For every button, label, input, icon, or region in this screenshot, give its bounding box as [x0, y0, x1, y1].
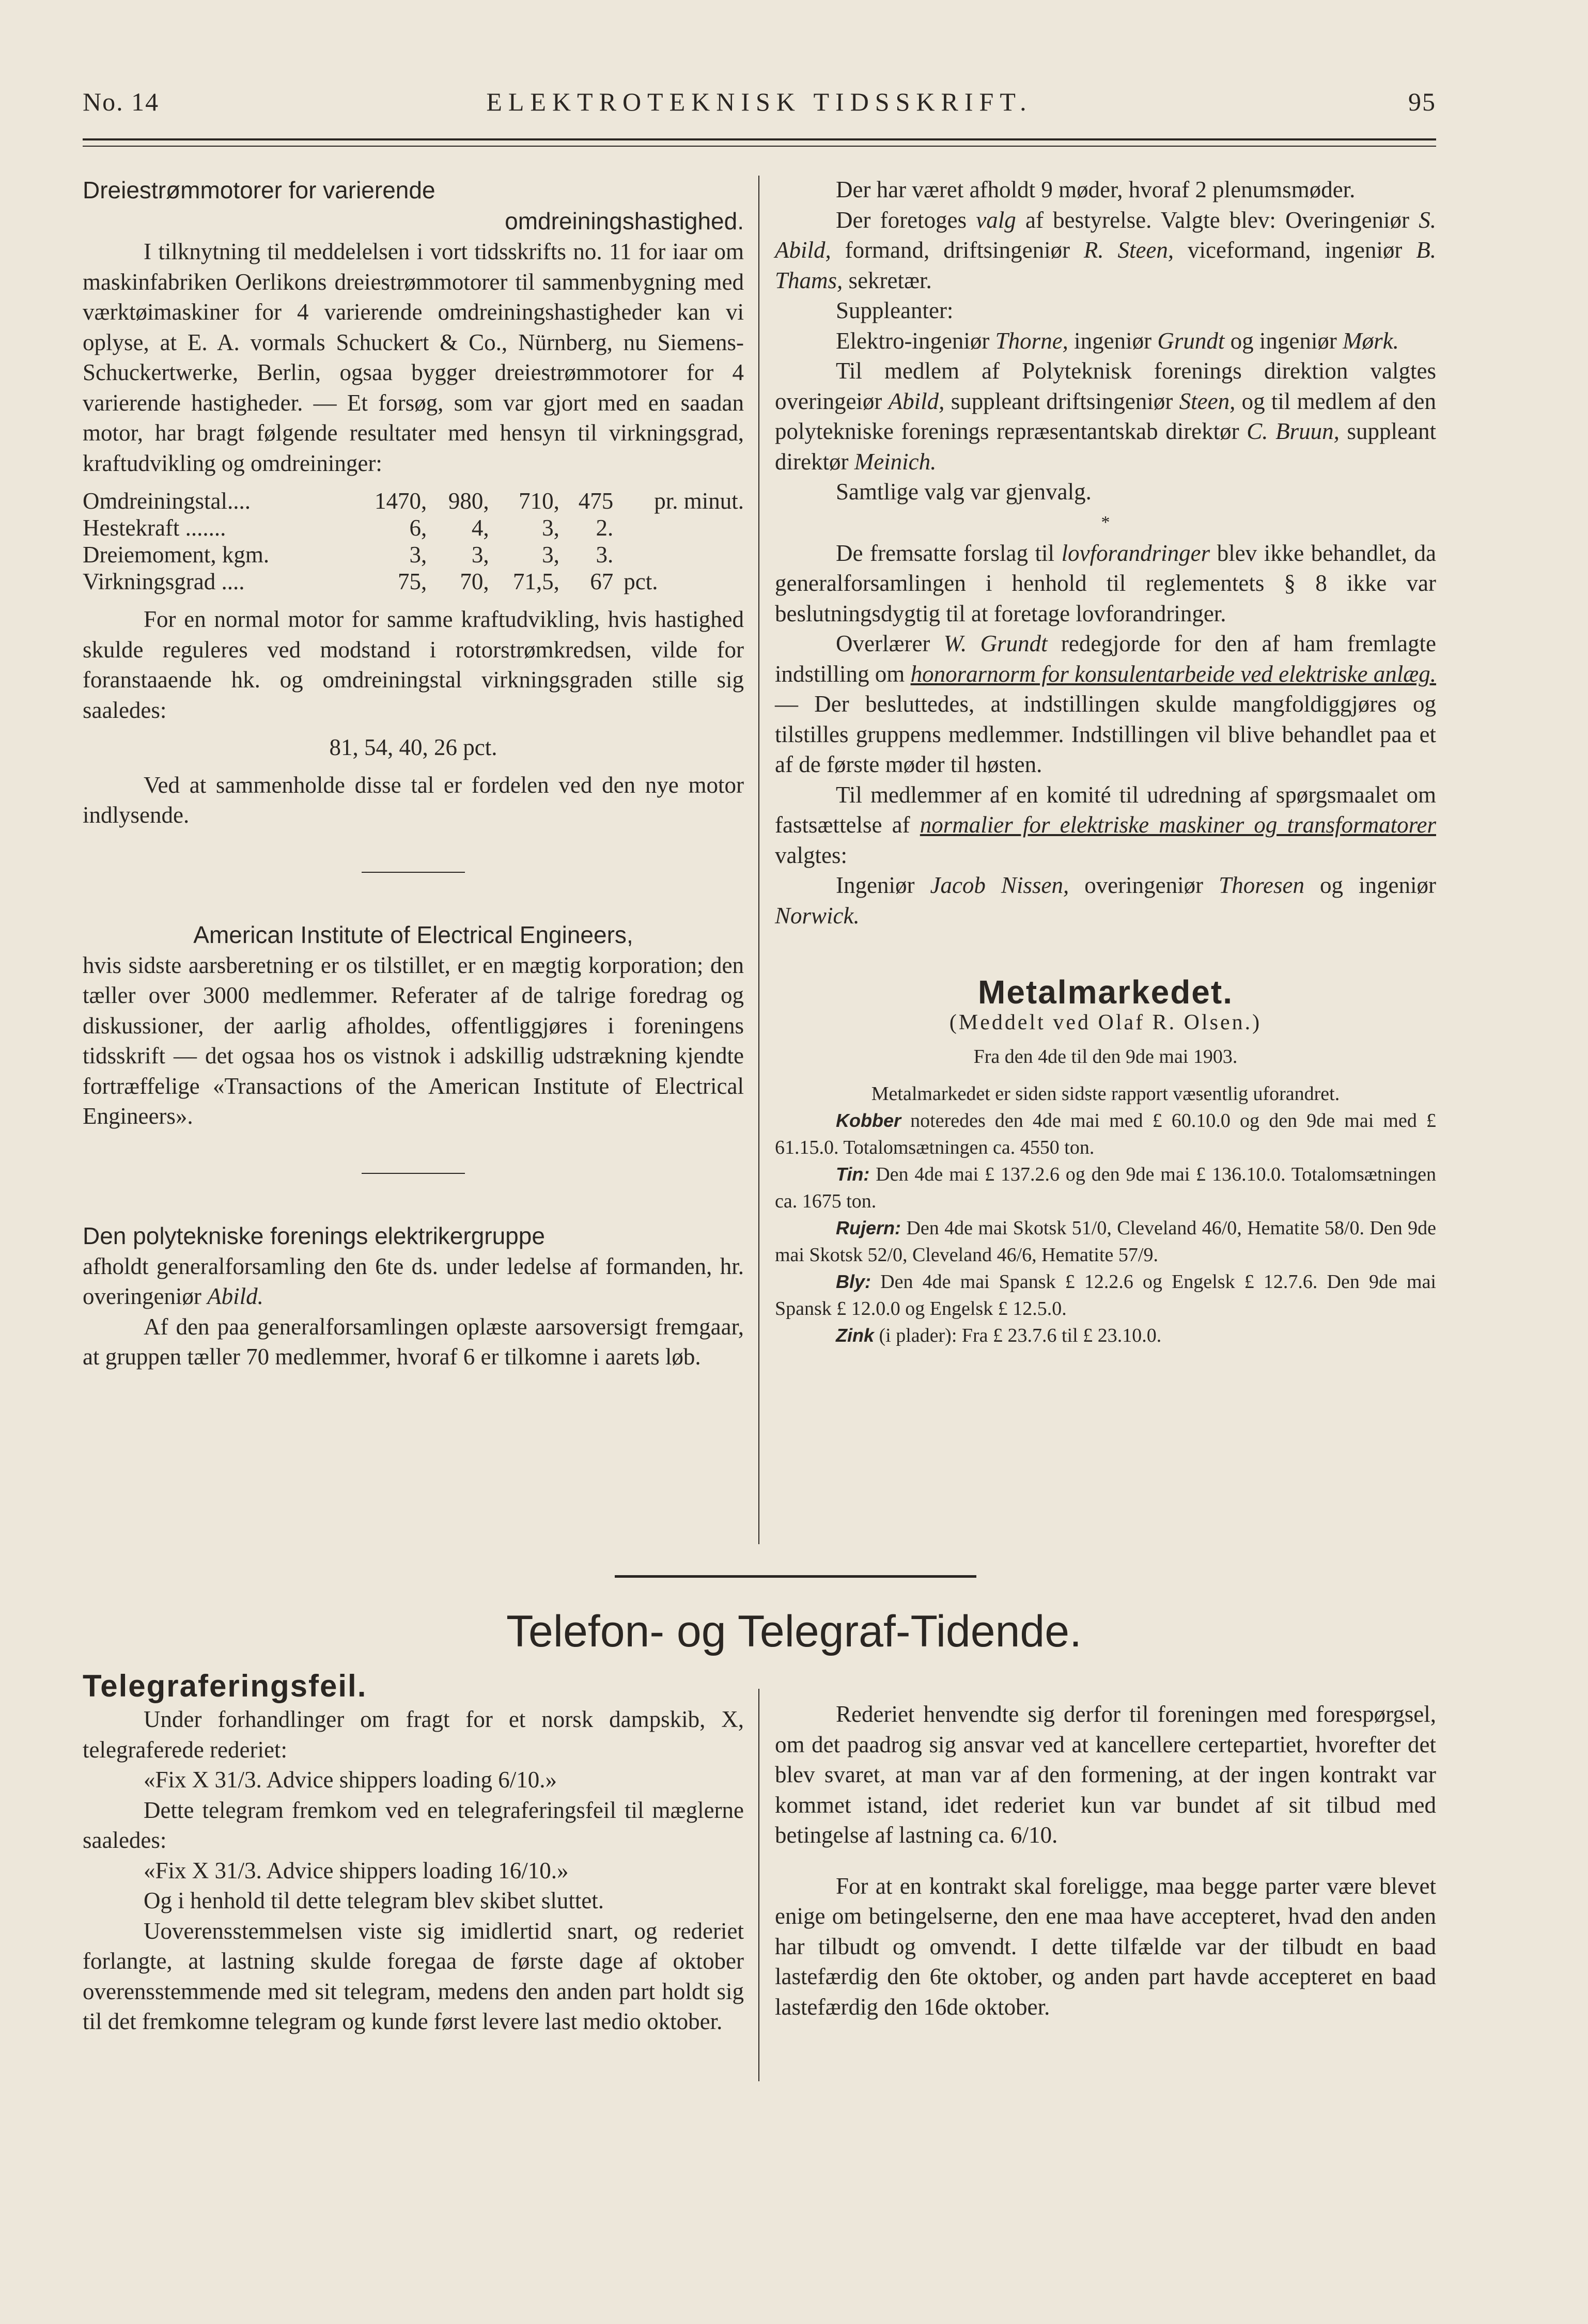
metal-keyword: Zink — [836, 1324, 875, 1346]
text-run: sekretær. — [843, 267, 932, 293]
table-cell: pr. minut. — [654, 488, 744, 514]
section-title: Telefon- og Telegraf-Tidende. — [506, 1607, 1082, 1656]
honorarnorm-paragraph — [775, 629, 1436, 780]
metal-keyword: Bly: — [836, 1270, 871, 1292]
column-divider-upper — [758, 176, 759, 1544]
text-run: af bestyrelse. Valgte blev: Overingeniør — [1016, 207, 1419, 233]
header-double-rule — [83, 138, 1436, 147]
metalmarkedet-subtitle: (Meddelt ved Olaf R. Olsen.) — [949, 1010, 1262, 1034]
journal-title: ELEKTROTEKNISK TIDSSKRIFT. — [486, 87, 1033, 116]
text-run: Ingeniør — [836, 872, 930, 898]
metal-rujern — [775, 1215, 1436, 1268]
person-name: Meinich. — [854, 448, 937, 475]
table-cell: 4, — [471, 515, 489, 541]
telegraf-paragraph-3: Og i henhold til dette telegram blev skibet sluttet. — [144, 1888, 604, 1913]
text-run: viceformand, ingeniør — [1174, 237, 1416, 263]
table-cell: 67 — [590, 569, 614, 594]
text-run: og ingeniør — [1224, 327, 1343, 354]
article-heading-aiee: American Institute of Electrical Engineers, — [193, 921, 633, 948]
person-name: R. Steen, — [1083, 237, 1174, 263]
text-run: noteredes den 4de mai med £ 60.10.0 og den 9de mai med £ 61.15.0. Totalomsætningen ca. 4550 ton. — [775, 1109, 1436, 1158]
table-cell: 2. — [596, 515, 614, 541]
table-cell: 3, — [542, 515, 559, 541]
text-run: valgtes: — [775, 842, 847, 868]
text-run: (i plader): Fra £ 23.7.6 til £ 23.10.0. — [874, 1324, 1162, 1346]
person-name: Jacob Nissen, — [930, 872, 1069, 898]
page-header — [83, 87, 1436, 123]
article-heading-elektrikergruppe: Den polytekniske forenings elektrikergruppe — [83, 1222, 545, 1249]
telegraferingsfeil-heading: Telegraferingsfeil. — [83, 1669, 367, 1703]
text-run: Den 4de mai Spansk £ 12.2.6 og Engelsk £ 12.7.6. Den 9de mai Spansk £ 12.0.0 og Engelsk £ 12.5.0. — [775, 1270, 1436, 1320]
table-row — [83, 488, 744, 514]
section-rule — [615, 1575, 976, 1578]
meetings-paragraph: Der har været afholdt 9 møder, hvoraf 2 plenumsmøder. — [836, 177, 1356, 202]
text-run: Til medlem af Polyteknisk forenings direktion valgtes overingeiør — [775, 358, 1436, 414]
metal-zink — [775, 1322, 1436, 1349]
lovforandringer-paragraph — [775, 538, 1436, 629]
table-cell: 710, — [519, 488, 559, 514]
text-run: ingeniør — [1068, 327, 1158, 354]
text-run: Overlærer — [836, 631, 944, 656]
suppleanter-paragraph — [775, 326, 1436, 356]
metal-tin — [775, 1161, 1436, 1215]
person-name: C. Bruun, — [1247, 418, 1340, 444]
text-run: honorarnorm for konsulentarbeide ved elektriske anlæg. — [910, 661, 1437, 687]
person-name: Norwick. — [775, 902, 860, 929]
motors-paragraph-2: For en normal motor for samme kraftudvikling, hvis hastighed skulde reguleres ved modstand i rotorstrømkredsen, vilde for foranstaaende hk. og omdreiningstal virkningsgraden stille sig saaledes: — [83, 606, 744, 723]
gjenvalg-paragraph: Samtlige valg var gjenvalg. — [836, 479, 1092, 505]
text-run: afholdt generalforsamling den 6te ds. under ledelse af formanden, hr. overingeniør — [83, 1253, 744, 1309]
bottom-left-column — [83, 1668, 744, 2037]
election-paragraph — [775, 205, 1436, 296]
direktion-paragraph — [775, 356, 1436, 477]
table-cell: 75, — [398, 569, 427, 594]
person-name: S. Abild, — [775, 207, 1436, 263]
table-cell: 71,5, — [512, 569, 559, 594]
table-cell: pct. — [624, 569, 658, 594]
table-row — [83, 541, 744, 568]
column-divider-lower — [758, 1689, 759, 2081]
metal-intro: Metalmarkedet er siden sidste rapport væsentlig uforandret. — [871, 1082, 1340, 1105]
text-run: normalier for elektriske maskiner og transformatorer — [920, 812, 1436, 838]
person-name: Mørk. — [1343, 327, 1399, 354]
section-separator — [362, 1173, 465, 1174]
text-run: og ingeniør — [1304, 872, 1436, 898]
person-name: Abild. — [207, 1283, 263, 1309]
table-row — [83, 568, 744, 595]
text-run: Elektro-ingeniør — [836, 327, 995, 354]
text-run: Der foretoges — [836, 207, 976, 233]
motors-paragraph-1: I tilknytning til meddelelsen i vort tidsskrifts no. 11 for iaar om maskinfabriken Oerlikons dreiestrømmotorer til sammenbygning med værktøimaskiner for 4 varierende omdreiningshastigheder kan vi oplyse, at E. A. vormals Schuckert & Co., Nürnberg, nu Siemens-Schuckertwerke, Berlin, ogsaa bygger dreiestrømmotorer for 4 varierende hastigheder. — Et forsøg, som var gjort med en saadan motor, har bragt følgende resultater med hensyn til virkningsgrad, kraftudvikling og omdreininger: — [83, 239, 744, 476]
table-row — [83, 514, 744, 541]
person-name: B. Thams, — [775, 237, 1436, 293]
metal-bly — [775, 1268, 1436, 1322]
telegraf-paragraph-4: Uoverensstemmelsen viste sig imidlertid snart, og rederiet forlangte, at lastning skulde foregaa de første dage af oktober overensstemmende med sit telegram, medens den anden part holdt sig til det fremkomne telegram og kunde først levere last medio oktober. — [83, 1918, 744, 2034]
aiee-paragraph: hvis sidste aarsberetning er os tilstillet, er en mægtig korporation; den tæller over 3000 medlemmer. Referater af de talrige foredrag og diskussioner, der aarlig afholdes, offentliggjøres i foreningens tidsskrift — det ogsaa hos os vistnok i adskillig udstrækning kjendte fortræffelige «Transactions of the American Institute of Electrical Engineers». — [83, 952, 744, 1129]
table-cell: 70, — [460, 569, 489, 594]
table-cell: Virkningsgrad .... — [83, 569, 245, 594]
table-cell: 980, — [448, 488, 489, 514]
komite-members-paragraph — [775, 870, 1436, 931]
motor-test-table — [83, 488, 744, 595]
text-run: valg — [976, 207, 1016, 233]
article-heading-motors-line1: Dreiestrømmotorer for varierende — [83, 177, 435, 203]
table-cell: 3, — [409, 542, 427, 568]
motors-paragraph-3: Ved at sammenholde disse tal er fordelen ved den nye motor indlysende. — [83, 772, 744, 828]
left-column — [83, 175, 744, 1372]
table-cell — [616, 541, 744, 568]
issue-number: No. 14 — [83, 87, 160, 116]
table-cell: 3. — [596, 542, 614, 568]
metal-keyword: Rujern: — [836, 1217, 901, 1238]
metalmarkedet-date: Fra den 4de til den 9de mai 1903. — [973, 1046, 1238, 1067]
table-cell — [616, 514, 744, 541]
table-cell: Omdreiningstal.... — [83, 488, 251, 514]
text-run: — Der besluttedes, at indstillingen skulde mangfoldiggjøres og tilstilles gruppens medlemmer. Indstillingen vil blive behandlet paa et af de første møder til høsten. — [775, 691, 1436, 777]
metalmarkedet-heading: Metalmarkedet. — [978, 973, 1233, 1011]
text-run: og til medlem af den polytekniske forenings repræsentantskab direktør — [775, 388, 1436, 444]
article-heading-motors-line2: omdreiningshastighed. — [505, 208, 744, 234]
table-cell: Hestekraft ....... — [83, 515, 226, 541]
suppleanter-label: Suppleanter: — [836, 297, 954, 323]
text-run: redegjorde for den af ham fremlagte indstilling om — [775, 631, 1436, 687]
text-run: De fremsatte forslag til — [836, 540, 1062, 566]
metal-keyword: Tin: — [836, 1163, 870, 1185]
text-run: Til medlemmer af en komité til udredning af spørgsmaalet om fastsættelse af — [775, 781, 1436, 838]
table-cell: 6, — [409, 515, 427, 541]
elektrikergruppe-paragraph-1 — [83, 1251, 744, 1312]
text-run: overingeniør — [1069, 872, 1219, 898]
page-number: 95 — [1408, 87, 1436, 116]
bottom-right-column — [775, 1699, 1436, 2022]
person-name: Thorne, — [995, 327, 1068, 354]
person-name: Abild, — [888, 388, 945, 414]
elektrikergruppe-paragraph-2: Af den paa generalforsamlingen oplæste aarsoversigt fremgaar, at gruppen tæller 70 medlemmer, hvoraf 6 er tilkomne i aarets løb. — [83, 1313, 744, 1370]
table-cell: 3, — [542, 542, 559, 568]
table-cell: 3, — [471, 542, 489, 568]
person-name: Steen, — [1179, 388, 1236, 414]
text-run: Den 4de mai £ 137.2.6 og den 9de mai £ 136.10.0. Totalomsætningen ca. 1675 ton. — [775, 1163, 1436, 1212]
telegraf-paragraph-1: Under forhandlinger om fragt for et norsk dampskib, X, telegraferede rederiet: — [83, 1706, 744, 1763]
text-run: formand, driftsingeniør — [831, 237, 1084, 263]
table-cell: Dreiemoment, kgm. — [83, 542, 270, 568]
metal-keyword: Kobber — [836, 1109, 901, 1131]
text-run: blev ikke behandlet, da generalforsamlingen i henhold til reglementets § 8 ikke var beslutningsdygtig til at foretage lovforandringer. — [775, 540, 1436, 626]
text-run: suppleant direktør — [775, 418, 1437, 475]
person-name: Grundt — [1157, 327, 1225, 354]
asterisk-separator: * — [1101, 512, 1110, 532]
text-run: suppleant driftsingeniør — [944, 388, 1179, 414]
metal-kobber — [775, 1107, 1436, 1161]
text-run: Den 4de mai Skotsk 51/0, Cleveland 46/0, Hematite 58/0. Den 9de mai Skotsk 52/0, Cleveland 46/6, Hematite 57/9. — [775, 1217, 1436, 1266]
text-run: lovforandringer — [1061, 540, 1210, 566]
table-cell: 475 — [578, 488, 614, 514]
kontrakt-paragraph: For at en kontrakt skal foreligge, maa begge parter være blevet enige om betingelserne, den ene maa have accepteret, hvad den anden har tilbudt og omvendt. I dette tilfælde var der tilbudt en baad lastefærdig den 6te oktober, og anden part havde accepteret en baad lastefærdig den 16de oktober. — [775, 1873, 1436, 2020]
telegraf-paragraph-2: Dette telegram fremkom ved en telegraferingsfeil til mæglerne saaledes: — [83, 1797, 744, 1853]
rederiet-paragraph: Rederiet henvendte sig derfor til foreningen med forespørgsel, om det paadrog sig ansvar ved at kancellere certepartiet, hvorefter det blev svaret, at man var af den formening, at der ingen kontrakt var kommet istand, idet rederiet kun var bundet af sit tilbud med betingelse af lastning ca. 6/10. — [775, 1701, 1436, 1848]
person-name: Thoresen — [1219, 872, 1304, 898]
table-cell: 1470, — [375, 488, 427, 514]
komite-paragraph — [775, 780, 1436, 871]
telegraf-quote-2: «Fix X 31/3. Advice shippers loading 16/10.» — [144, 1857, 569, 1883]
section-separator — [362, 872, 465, 873]
person-name: W. Grundt — [943, 631, 1048, 656]
right-column — [775, 175, 1436, 1349]
motors-efficiency-values: 81, 54, 40, 26 pct. — [329, 734, 497, 760]
telegraf-quote-1: «Fix X 31/3. Advice shippers loading 6/10.» — [144, 1767, 557, 1793]
